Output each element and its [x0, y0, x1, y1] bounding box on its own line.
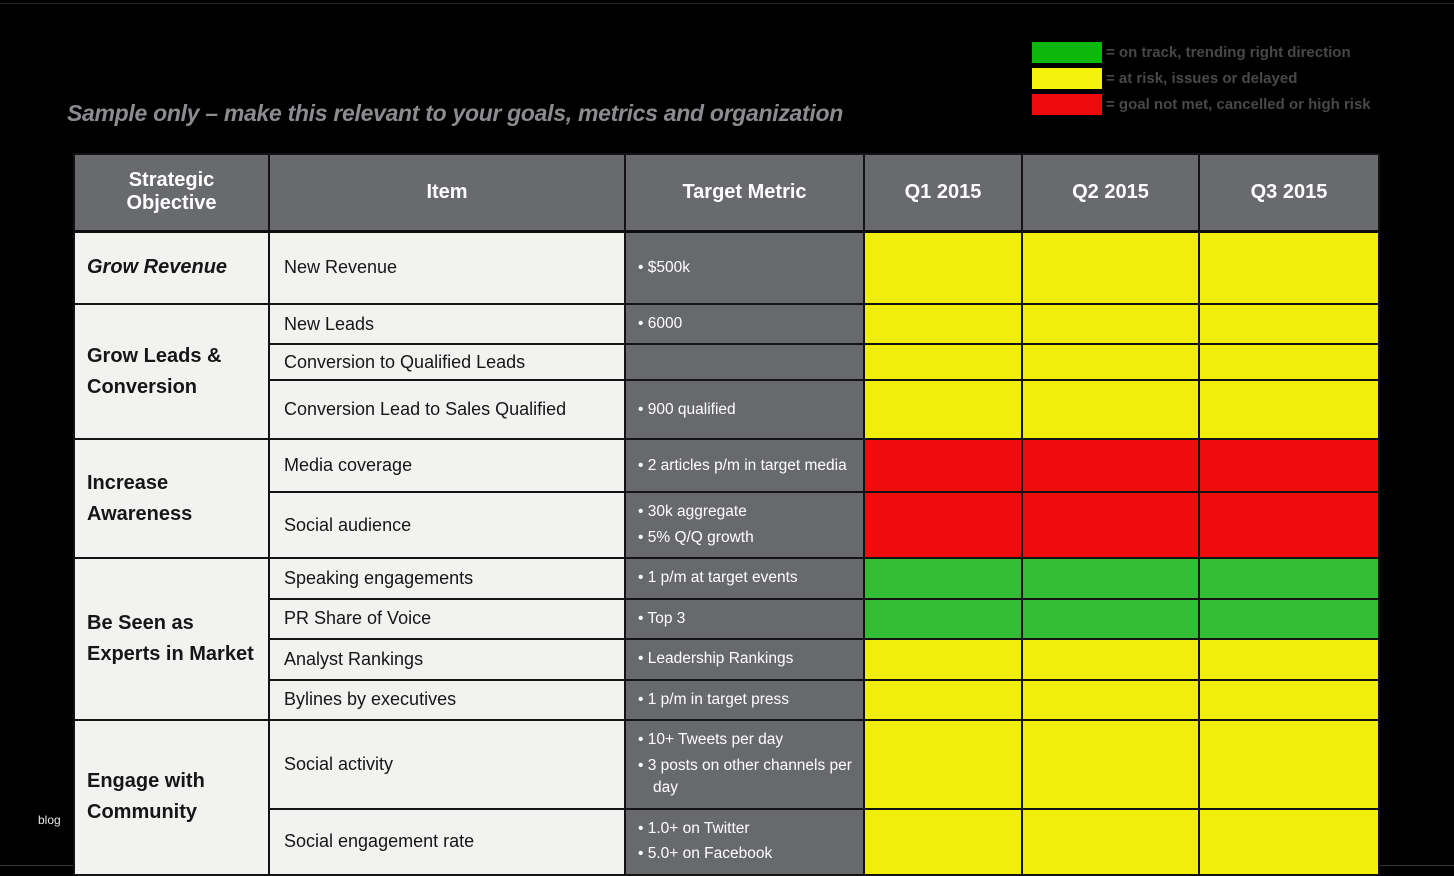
metric-bullet-item: • 30k aggregate — [638, 501, 857, 523]
item-cell: Bylines by executives — [269, 680, 625, 720]
status-cell-q1 — [864, 599, 1022, 639]
status-cell-q2 — [1022, 231, 1199, 304]
status-table-wrap — [73, 153, 1380, 876]
table-row — [74, 639, 1379, 679]
item-cell: Speaking engagements — [269, 558, 625, 598]
item-cell: New Leads — [269, 304, 625, 344]
table-row — [74, 380, 1379, 439]
status-cell-q2 — [1022, 492, 1199, 558]
status-cell-q2 — [1022, 680, 1199, 720]
table-row — [74, 304, 1379, 344]
column-header-4: Q2 2015 — [1022, 154, 1199, 231]
legend-label: = at risk, issues or delayed — [1106, 70, 1298, 87]
status-cell-q3 — [1199, 639, 1379, 679]
metric-bullet-item: • 3 posts on other channels per day — [638, 755, 857, 800]
table-row — [74, 809, 1379, 875]
status-cell-q2 — [1022, 809, 1199, 875]
status-cell-q1 — [864, 380, 1022, 439]
table-row — [74, 599, 1379, 639]
status-cell-q2 — [1022, 439, 1199, 492]
table-row — [74, 231, 1379, 304]
status-cell-q3 — [1199, 680, 1379, 720]
status-cell-q2 — [1022, 558, 1199, 598]
status-cell-q2 — [1022, 720, 1199, 808]
column-header-5: Q3 2015 — [1199, 154, 1379, 231]
table-row — [74, 344, 1379, 380]
column-header-2: Target Metric — [625, 154, 864, 231]
metric-bullet-item: • 5.0+ on Facebook — [638, 843, 857, 865]
metric-cell — [625, 680, 864, 720]
status-cell-q1 — [864, 558, 1022, 598]
top-edge-line — [0, 3, 1454, 4]
status-table — [73, 153, 1380, 876]
item-cell: Social engagement rate — [269, 809, 625, 875]
metric-bullet-item: • 2 articles p/m in target media — [638, 455, 857, 477]
table-row — [74, 680, 1379, 720]
status-cell-q2 — [1022, 599, 1199, 639]
status-cell-q1 — [864, 809, 1022, 875]
legend — [1032, 42, 1371, 120]
metric-cell — [625, 231, 864, 304]
status-cell-q1 — [864, 304, 1022, 344]
status-cell-q2 — [1022, 344, 1199, 380]
item-cell: PR Share of Voice — [269, 599, 625, 639]
metric-cell — [625, 439, 864, 492]
legend-swatch-goal-not-met — [1032, 94, 1102, 115]
legend-swatch-at-risk — [1032, 68, 1102, 89]
item-cell: Social audience — [269, 492, 625, 558]
legend-swatch-on-track — [1032, 42, 1102, 63]
objective-cell: Grow Revenue — [74, 231, 269, 304]
metric-bullet-item: • 6000 — [638, 313, 857, 335]
watermark-blog: blog — [38, 813, 61, 827]
status-cell-q1 — [864, 439, 1022, 492]
status-cell-q1 — [864, 680, 1022, 720]
status-cell-q3 — [1199, 439, 1379, 492]
status-cell-q3 — [1199, 599, 1379, 639]
item-cell: Media coverage — [269, 439, 625, 492]
status-cell-q3 — [1199, 380, 1379, 439]
status-cell-q2 — [1022, 304, 1199, 344]
column-header-0: Strategic Objective — [74, 154, 269, 231]
legend-item-on-track — [1032, 42, 1371, 63]
metric-cell — [625, 344, 864, 380]
metric-cell — [625, 639, 864, 679]
status-cell-q3 — [1199, 809, 1379, 875]
status-cell-q3 — [1199, 720, 1379, 808]
status-cell-q1 — [864, 231, 1022, 304]
item-cell: Conversion to Qualified Leads — [269, 344, 625, 380]
metric-bullet-item: • Top 3 — [638, 608, 857, 630]
status-cell-q3 — [1199, 304, 1379, 344]
objective-cell: Engage with Community — [74, 720, 269, 874]
metric-bullet-item: • $500k — [638, 257, 857, 279]
status-cell-q3 — [1199, 492, 1379, 558]
status-cell-q3 — [1199, 344, 1379, 380]
metric-bullet-item: • 1.0+ on Twitter — [638, 818, 857, 840]
status-cell-q1 — [864, 720, 1022, 808]
metric-cell — [625, 492, 864, 558]
item-cell: Conversion Lead to Sales Qualified — [269, 380, 625, 439]
metric-bullet-item: • 10+ Tweets per day — [638, 729, 857, 751]
column-header-3: Q1 2015 — [864, 154, 1022, 231]
table-row — [74, 720, 1379, 808]
item-cell: Analyst Rankings — [269, 639, 625, 679]
objective-cell: Be Seen as Experts in Market — [74, 558, 269, 720]
objective-cell: Grow Leads & Conversion — [74, 304, 269, 439]
status-cell-q2 — [1022, 380, 1199, 439]
note-title: Sample only – make this relevant to your goals, metrics and organization — [67, 100, 843, 126]
metric-bullet-item: • 5% Q/Q growth — [638, 527, 857, 549]
status-cell-q1 — [864, 344, 1022, 380]
table-row — [74, 558, 1379, 598]
metric-cell — [625, 380, 864, 439]
status-cell-q2 — [1022, 639, 1199, 679]
table-row — [74, 492, 1379, 558]
legend-label: = on track, trending right direction — [1106, 44, 1351, 61]
metric-bullet-item: • Leadership Rankings — [638, 648, 857, 670]
metric-bullet-item: • 900 qualified — [638, 399, 857, 421]
status-cell-q3 — [1199, 558, 1379, 598]
metric-bullet-item: • 1 p/m in target press — [638, 689, 857, 711]
legend-label: = goal not met, cancelled or high risk — [1106, 96, 1371, 113]
metric-cell — [625, 809, 864, 875]
objective-cell: Increase Awareness — [74, 439, 269, 558]
legend-item-at-risk — [1032, 68, 1371, 89]
column-header-1: Item — [269, 154, 625, 231]
item-cell: Social activity — [269, 720, 625, 808]
metric-cell — [625, 304, 864, 344]
metric-cell — [625, 720, 864, 808]
item-cell: New Revenue — [269, 231, 625, 304]
status-cell-q3 — [1199, 231, 1379, 304]
legend-item-goal-not-met — [1032, 94, 1371, 115]
metric-cell — [625, 599, 864, 639]
metric-bullet-item: • 1 p/m at target events — [638, 567, 857, 589]
status-cell-q1 — [864, 492, 1022, 558]
metric-cell — [625, 558, 864, 598]
status-cell-q1 — [864, 639, 1022, 679]
table-row — [74, 439, 1379, 492]
